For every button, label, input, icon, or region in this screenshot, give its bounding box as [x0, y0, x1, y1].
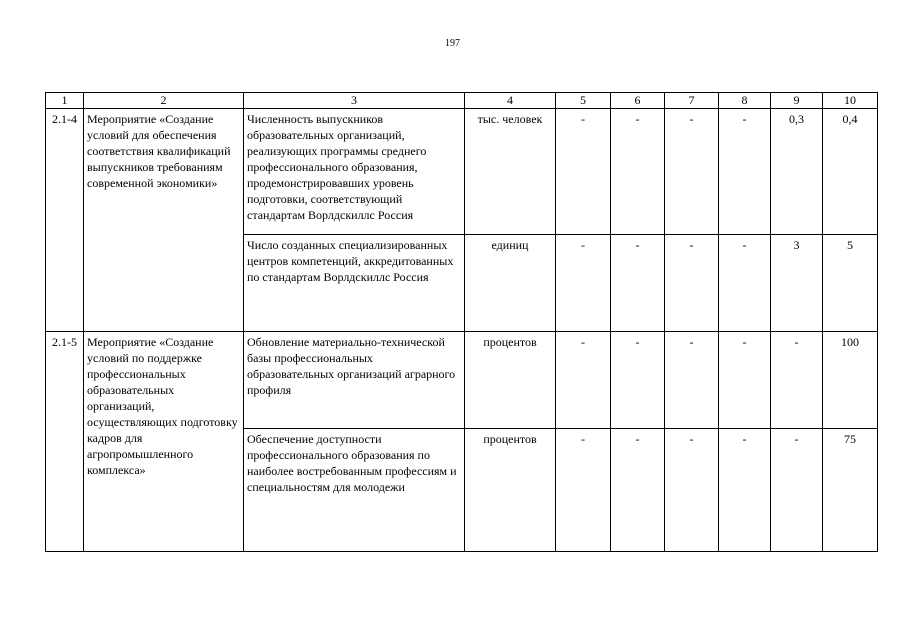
value-cell: -	[665, 109, 719, 235]
value-cell: 100	[823, 332, 878, 429]
event-code: 2.1-5	[46, 332, 84, 552]
value-cell: -	[719, 109, 771, 235]
header-cell: 6	[611, 93, 665, 109]
indicator-name: Обеспечение доступности профессионального образования по наиболее востребованным профессиям и специальностям для молодежи	[244, 429, 465, 552]
indicator-name: Численность выпускников образовательных организаций, реализующих программы среднего профессионального образования, продемонстрировавших уровень подготовки, соответствующий стандартам Ворлдскиллс Россия	[244, 109, 465, 235]
unit-cell: единиц	[465, 235, 556, 332]
page-number: 197	[445, 38, 460, 49]
value-cell: -	[719, 429, 771, 552]
header-cell: 9	[771, 93, 823, 109]
value-cell: 5	[823, 235, 878, 332]
value-cell: -	[556, 332, 611, 429]
indicator-name: Число созданных специализированных центров компетенций, аккредитованных по стандартам Ворлдскиллс Россия	[244, 235, 465, 332]
header-cell: 2	[84, 93, 244, 109]
table-row	[46, 109, 878, 235]
value-cell: -	[611, 332, 665, 429]
header-cell: 1	[46, 93, 84, 109]
indicator-name: Обновление материально-технической базы профессиональных образовательных организаций аграрного профиля	[244, 332, 465, 429]
unit-cell: тыс. человек	[465, 109, 556, 235]
value-cell: -	[611, 235, 665, 332]
indicators-table	[45, 92, 878, 552]
value-cell: -	[611, 429, 665, 552]
value-cell: 0,4	[823, 109, 878, 235]
value-cell: -	[771, 332, 823, 429]
value-cell: -	[611, 109, 665, 235]
value-cell: -	[719, 235, 771, 332]
value-cell: -	[556, 429, 611, 552]
value-cell: -	[771, 429, 823, 552]
event-code: 2.1-4	[46, 109, 84, 332]
unit-cell: процентов	[465, 332, 556, 429]
table-header-row	[46, 93, 878, 109]
header-cell: 5	[556, 93, 611, 109]
header-cell: 10	[823, 93, 878, 109]
value-cell: 0,3	[771, 109, 823, 235]
header-cell: 8	[719, 93, 771, 109]
value-cell: -	[719, 332, 771, 429]
header-cell: 3	[244, 93, 465, 109]
value-cell: -	[556, 235, 611, 332]
value-cell: -	[665, 332, 719, 429]
unit-cell: процентов	[465, 429, 556, 552]
header-cell: 4	[465, 93, 556, 109]
table-row	[46, 332, 878, 429]
value-cell: -	[556, 109, 611, 235]
value-cell: -	[665, 235, 719, 332]
event-name: Мероприятие «Создание условий по поддержке профессиональных образовательных организаций, осуществляющих подготовку кадров для агропромышленного комплекса»	[84, 332, 244, 552]
header-cell: 7	[665, 93, 719, 109]
value-cell: -	[665, 429, 719, 552]
event-name: Мероприятие «Создание условий для обеспечения соответствия квалификаций выпускников требованиям современной экономики»	[84, 109, 244, 332]
value-cell: 75	[823, 429, 878, 552]
value-cell: 3	[771, 235, 823, 332]
